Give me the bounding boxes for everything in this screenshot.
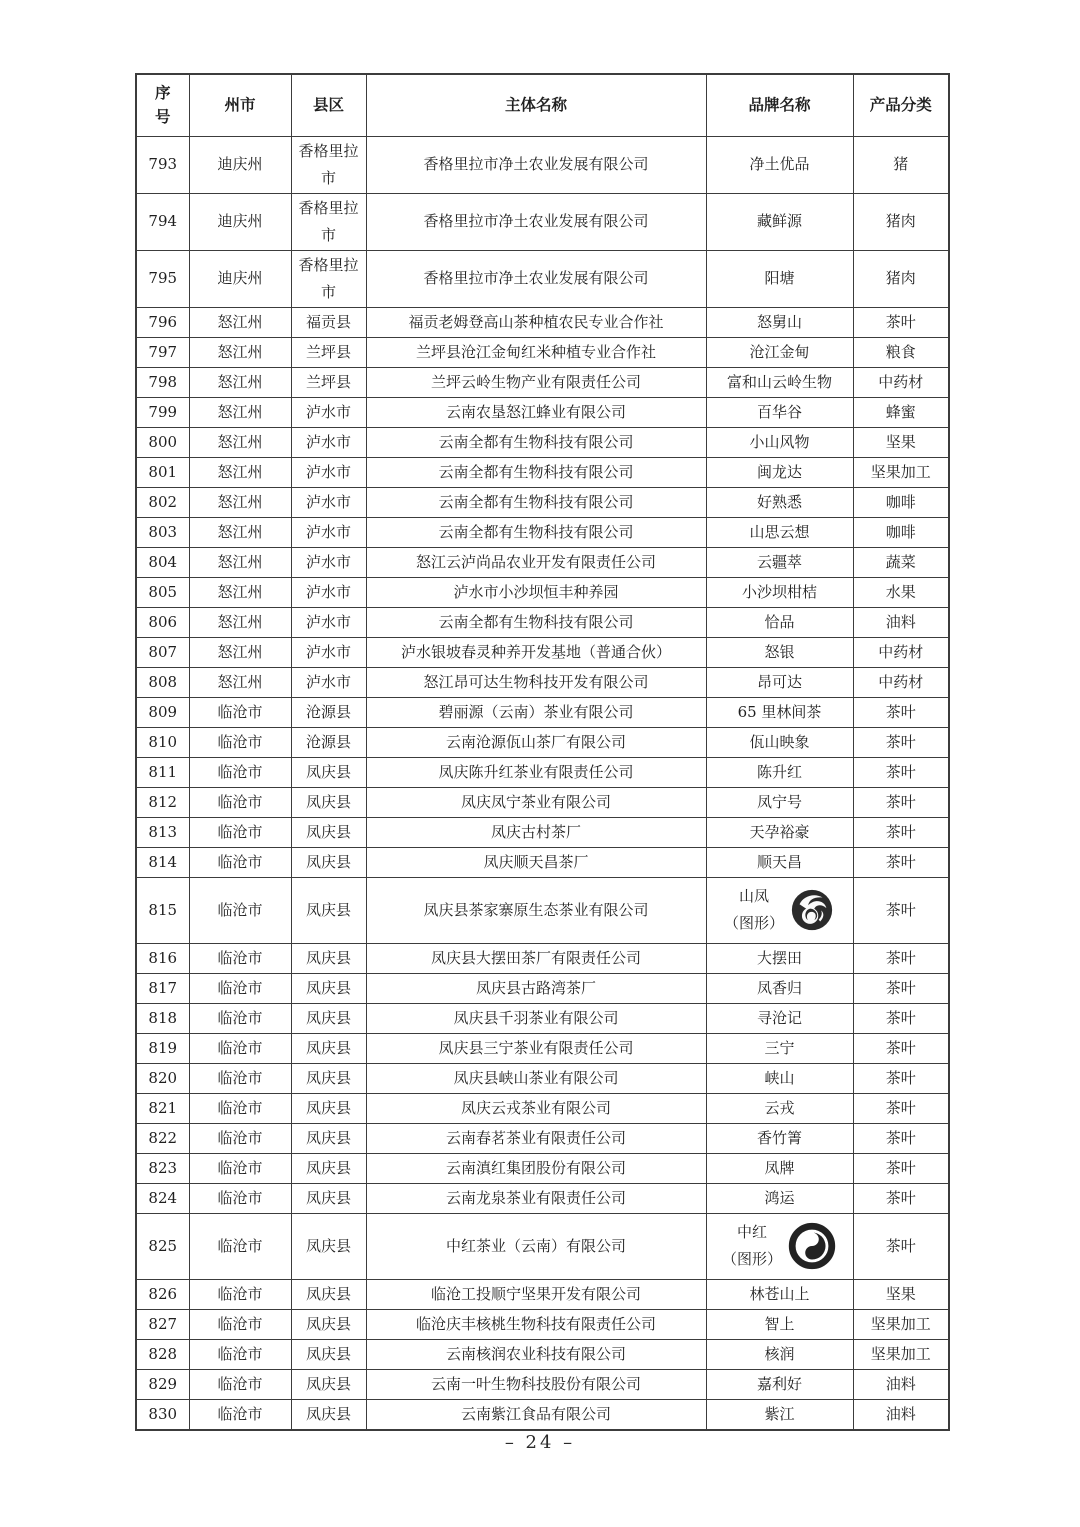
- row-serial: 806: [136, 607, 189, 637]
- row-county: 凤庆县: [291, 1003, 366, 1033]
- row-brand: 闽龙达: [706, 457, 853, 487]
- row-brand: [706, 1213, 853, 1279]
- row-county: 沧源县: [291, 727, 366, 757]
- row-brand: 小山风物: [706, 427, 853, 457]
- row-category: 中药材: [853, 637, 949, 667]
- row-city: 临沧市: [189, 1369, 291, 1399]
- table-row: [136, 973, 949, 1003]
- row-city: 临沧市: [189, 1033, 291, 1063]
- row-entity: 凤庆县大摆田茶厂有限责任公司: [366, 943, 706, 973]
- row-county: 泸水市: [291, 667, 366, 697]
- row-entity: 云南核润农业科技有限公司: [366, 1339, 706, 1369]
- row-category: 茶叶: [853, 757, 949, 787]
- row-brand: 紫江: [706, 1399, 853, 1430]
- row-category: 茶叶: [853, 787, 949, 817]
- row-county: 凤庆县: [291, 1063, 366, 1093]
- row-entity: 泸水市小沙坝恒丰种养园: [366, 577, 706, 607]
- row-category: 坚果加工: [853, 457, 949, 487]
- row-category: 茶叶: [853, 1153, 949, 1183]
- col-header-serial: [136, 74, 189, 136]
- table-row: [136, 457, 949, 487]
- table-row: [136, 427, 949, 457]
- row-county: 凤庆县: [291, 1309, 366, 1339]
- row-category: 猪: [853, 136, 949, 193]
- row-serial: 824: [136, 1183, 189, 1213]
- row-city: 临沧市: [189, 1093, 291, 1123]
- row-serial: 800: [136, 427, 189, 457]
- row-brand: 65 里林间茶: [706, 697, 853, 727]
- row-entity: 凤庆县千羽茶业有限公司: [366, 1003, 706, 1033]
- row-county: 凤庆县: [291, 1279, 366, 1309]
- row-entity: 云南全都有生物科技有限公司: [366, 457, 706, 487]
- row-county: 凤庆县: [291, 1183, 366, 1213]
- row-county: 兰坪县: [291, 337, 366, 367]
- row-brand: 大摆田: [706, 943, 853, 973]
- table-row: [136, 193, 949, 250]
- row-serial: 830: [136, 1399, 189, 1430]
- row-brand: 天孕裕豪: [706, 817, 853, 847]
- row-entity: 泸水银坡春灵种养开发基地（普通合伙）: [366, 637, 706, 667]
- table-row: [136, 1309, 949, 1339]
- table-row: [136, 1369, 949, 1399]
- row-category: 茶叶: [853, 727, 949, 757]
- row-county: 泸水市: [291, 637, 366, 667]
- row-serial: 796: [136, 307, 189, 337]
- col-header-brand: 品牌名称: [706, 74, 853, 136]
- row-city: 怒江州: [189, 637, 291, 667]
- row-entity: 凤庆陈升红茶业有限责任公司: [366, 757, 706, 787]
- row-category: 油料: [853, 607, 949, 637]
- row-county: 兰坪县: [291, 367, 366, 397]
- table-row: [136, 1093, 949, 1123]
- row-brand: 峡山: [706, 1063, 853, 1093]
- row-brand: 凤牌: [706, 1153, 853, 1183]
- row-brand: 嘉利好: [706, 1369, 853, 1399]
- row-county: 凤庆县: [291, 847, 366, 877]
- col-header-county: 县区: [291, 74, 366, 136]
- row-category: 茶叶: [853, 847, 949, 877]
- row-entity: 凤庆凤宁茶业有限公司: [366, 787, 706, 817]
- row-city: 临沧市: [189, 1123, 291, 1153]
- brand-with-logo: [710, 1219, 850, 1273]
- phoenix-seal-icon: [789, 887, 835, 933]
- row-entity: 碧丽源（云南）茶业有限公司: [366, 697, 706, 727]
- table-row: [136, 337, 949, 367]
- row-brand: 凤香归: [706, 973, 853, 1003]
- row-brand: 藏鲜源: [706, 193, 853, 250]
- row-category: 茶叶: [853, 1093, 949, 1123]
- row-city: 怒江州: [189, 397, 291, 427]
- row-category: 茶叶: [853, 943, 949, 973]
- row-brand: 鸿运: [706, 1183, 853, 1213]
- table-row: [136, 787, 949, 817]
- row-city: 临沧市: [189, 973, 291, 1003]
- row-county: 泸水市: [291, 457, 366, 487]
- row-brand: 智上: [706, 1309, 853, 1339]
- row-city: 迪庆州: [189, 136, 291, 193]
- brand-text-line: （图形）: [723, 914, 784, 932]
- row-serial: 805: [136, 577, 189, 607]
- row-serial: 814: [136, 847, 189, 877]
- table-row: [136, 577, 949, 607]
- row-entity: 凤庆云戎茶业有限公司: [366, 1093, 706, 1123]
- table-row: [136, 136, 949, 193]
- row-county: 凤庆县: [291, 1093, 366, 1123]
- table-row: [136, 877, 949, 943]
- row-entity: 凤庆顺天昌茶厂: [366, 847, 706, 877]
- row-county: 凤庆县: [291, 1123, 366, 1153]
- row-county: 凤庆县: [291, 1399, 366, 1430]
- row-brand: [706, 877, 853, 943]
- table-row: [136, 757, 949, 787]
- row-category: 中药材: [853, 667, 949, 697]
- row-category: 茶叶: [853, 1183, 949, 1213]
- row-city: 临沧市: [189, 817, 291, 847]
- row-category: 蜂蜜: [853, 397, 949, 427]
- row-category: 坚果加工: [853, 1309, 949, 1339]
- row-category: 茶叶: [853, 1003, 949, 1033]
- row-serial: 809: [136, 697, 189, 727]
- row-brand: 云戎: [706, 1093, 853, 1123]
- row-entity: 怒江昂可达生物科技开发有限公司: [366, 667, 706, 697]
- row-serial: 793: [136, 136, 189, 193]
- row-brand: 恰品: [706, 607, 853, 637]
- row-county: 香格里拉市: [291, 193, 366, 250]
- col-header-serial-label: 序号: [154, 83, 171, 127]
- row-city: 怒江州: [189, 547, 291, 577]
- row-serial: 798: [136, 367, 189, 397]
- table-row: [136, 547, 949, 577]
- row-serial: 815: [136, 877, 189, 943]
- row-county: 凤庆县: [291, 943, 366, 973]
- row-brand: 小沙坝柑桔: [706, 577, 853, 607]
- row-county: 香格里拉市: [291, 136, 366, 193]
- row-city: 临沧市: [189, 1183, 291, 1213]
- row-county: 泸水市: [291, 487, 366, 517]
- row-serial: 819: [136, 1033, 189, 1063]
- row-category: 茶叶: [853, 697, 949, 727]
- row-brand: 怒舅山: [706, 307, 853, 337]
- row-entity: 香格里拉市净土农业发展有限公司: [366, 136, 706, 193]
- row-serial: 821: [136, 1093, 189, 1123]
- row-county: 泸水市: [291, 397, 366, 427]
- row-brand: 净土优品: [706, 136, 853, 193]
- row-serial: 825: [136, 1213, 189, 1279]
- brand-table-container: [135, 73, 948, 1431]
- row-city: 临沧市: [189, 1153, 291, 1183]
- col-header-city: 州市: [189, 74, 291, 136]
- row-entity: 香格里拉市净土农业发展有限公司: [366, 250, 706, 307]
- row-county: 福贡县: [291, 307, 366, 337]
- row-serial: 818: [136, 1003, 189, 1033]
- leaf-seal-icon: [787, 1221, 837, 1271]
- table-row: [136, 637, 949, 667]
- row-brand: 佤山映象: [706, 727, 853, 757]
- brand-with-logo: [710, 883, 850, 937]
- row-category: 坚果加工: [853, 1339, 949, 1369]
- row-city: 临沧市: [189, 1339, 291, 1369]
- row-city: 迪庆州: [189, 193, 291, 250]
- row-category: 茶叶: [853, 1063, 949, 1093]
- row-entity: 凤庆县古路湾茶厂: [366, 973, 706, 1003]
- row-entity: 凤庆县茶家寨原生态茶业有限公司: [366, 877, 706, 943]
- row-category: 猪肉: [853, 250, 949, 307]
- row-entity: 香格里拉市净土农业发展有限公司: [366, 193, 706, 250]
- row-serial: 828: [136, 1339, 189, 1369]
- row-serial: 812: [136, 787, 189, 817]
- row-category: 坚果: [853, 1279, 949, 1309]
- row-category: 蔬菜: [853, 547, 949, 577]
- row-city: 临沧市: [189, 1213, 291, 1279]
- table-row: [136, 307, 949, 337]
- row-category: 茶叶: [853, 307, 949, 337]
- table-row: [136, 250, 949, 307]
- row-category: 茶叶: [853, 1213, 949, 1279]
- row-city: 临沧市: [189, 1279, 291, 1309]
- row-entity: 凤庆县峡山茶业有限公司: [366, 1063, 706, 1093]
- row-city: 怒江州: [189, 427, 291, 457]
- table-row: [136, 1399, 949, 1430]
- row-city: 临沧市: [189, 727, 291, 757]
- row-category: 茶叶: [853, 973, 949, 1003]
- row-entity: 凤庆县三宁茶业有限责任公司: [366, 1033, 706, 1063]
- table-row: [136, 1339, 949, 1369]
- row-entity: 云南全都有生物科技有限公司: [366, 487, 706, 517]
- row-entity: 云南全都有生物科技有限公司: [366, 607, 706, 637]
- table-row: [136, 607, 949, 637]
- row-category: 茶叶: [853, 817, 949, 847]
- row-entity: 云南滇红集团股份有限公司: [366, 1153, 706, 1183]
- row-entity: 云南全都有生物科技有限公司: [366, 427, 706, 457]
- row-city: 临沧市: [189, 757, 291, 787]
- row-serial: 813: [136, 817, 189, 847]
- row-county: 凤庆县: [291, 1369, 366, 1399]
- table-row: [136, 943, 949, 973]
- row-city: 迪庆州: [189, 250, 291, 307]
- row-county: 凤庆县: [291, 877, 366, 943]
- row-serial: 820: [136, 1063, 189, 1093]
- brand-table: [135, 73, 950, 1431]
- table-row: [136, 1033, 949, 1063]
- row-category: 油料: [853, 1369, 949, 1399]
- row-city: 临沧市: [189, 943, 291, 973]
- row-category: 坚果: [853, 427, 949, 457]
- table-row: [136, 397, 949, 427]
- row-serial: 802: [136, 487, 189, 517]
- table-row: [136, 817, 949, 847]
- table-row: [136, 847, 949, 877]
- row-city: 怒江州: [189, 517, 291, 547]
- row-entity: 云南农垦怒江蜂业有限公司: [366, 397, 706, 427]
- row-category: 中药材: [853, 367, 949, 397]
- row-category: 咖啡: [853, 517, 949, 547]
- brand-text-line: 中红: [736, 1223, 767, 1241]
- row-serial: 811: [136, 757, 189, 787]
- row-serial: 826: [136, 1279, 189, 1309]
- row-brand: 百华谷: [706, 397, 853, 427]
- row-category: 水果: [853, 577, 949, 607]
- row-county: 泸水市: [291, 427, 366, 457]
- row-serial: 823: [136, 1153, 189, 1183]
- row-brand: 顺天昌: [706, 847, 853, 877]
- row-serial: 822: [136, 1123, 189, 1153]
- row-city: 临沧市: [189, 787, 291, 817]
- row-city: 临沧市: [189, 1063, 291, 1093]
- row-county: 泸水市: [291, 547, 366, 577]
- row-brand: 昂可达: [706, 667, 853, 697]
- row-category: 猪肉: [853, 193, 949, 250]
- brand-text: [722, 1219, 782, 1273]
- page-number: – 24 –: [504, 1432, 576, 1453]
- row-city: 临沧市: [189, 697, 291, 727]
- row-serial: 804: [136, 547, 189, 577]
- row-serial: 803: [136, 517, 189, 547]
- row-city: 临沧市: [189, 1399, 291, 1430]
- row-category: 茶叶: [853, 877, 949, 943]
- row-entity: 云南一叶生物科技股份有限公司: [366, 1369, 706, 1399]
- brand-text-line: （图形）: [721, 1250, 782, 1268]
- row-entity: 临沧庆丰核桃生物科技有限责任公司: [366, 1309, 706, 1339]
- row-brand: 寻沧记: [706, 1003, 853, 1033]
- row-city: 怒江州: [189, 367, 291, 397]
- row-city: 怒江州: [189, 487, 291, 517]
- row-serial: 810: [136, 727, 189, 757]
- row-entity: 兰坪云岭生物产业有限责任公司: [366, 367, 706, 397]
- row-entity: 云南紫江食品有限公司: [366, 1399, 706, 1430]
- row-serial: 827: [136, 1309, 189, 1339]
- row-serial: 816: [136, 943, 189, 973]
- table-row: [136, 487, 949, 517]
- row-entity: 凤庆古村茶厂: [366, 817, 706, 847]
- row-category: 油料: [853, 1399, 949, 1430]
- table-row: [136, 1123, 949, 1153]
- row-county: 泸水市: [291, 607, 366, 637]
- row-brand: 核润: [706, 1339, 853, 1369]
- row-entity: 云南春茗茶业有限责任公司: [366, 1123, 706, 1153]
- row-brand: 凤宁号: [706, 787, 853, 817]
- row-category: 茶叶: [853, 1123, 949, 1153]
- row-county: 凤庆县: [291, 787, 366, 817]
- row-county: 凤庆县: [291, 1213, 366, 1279]
- table-row: [136, 697, 949, 727]
- row-county: 凤庆县: [291, 757, 366, 787]
- brand-text: [724, 883, 784, 937]
- row-category: 咖啡: [853, 487, 949, 517]
- row-city: 怒江州: [189, 457, 291, 487]
- table-row: [136, 1153, 949, 1183]
- row-brand: 林苍山上: [706, 1279, 853, 1309]
- col-header-entity: 主体名称: [366, 74, 706, 136]
- table-row: [136, 667, 949, 697]
- table-header-row: [136, 74, 949, 136]
- row-city: 临沧市: [189, 1003, 291, 1033]
- row-county: 凤庆县: [291, 1339, 366, 1369]
- row-city: 临沧市: [189, 847, 291, 877]
- table-row: [136, 1183, 949, 1213]
- row-serial: 794: [136, 193, 189, 250]
- row-category: 茶叶: [853, 1033, 949, 1063]
- row-entity: 云南沧源佤山茶厂有限公司: [366, 727, 706, 757]
- row-brand: 山思云想: [706, 517, 853, 547]
- row-county: 沧源县: [291, 697, 366, 727]
- table-row: [136, 1213, 949, 1279]
- row-entity: 中红茶业（云南）有限公司: [366, 1213, 706, 1279]
- row-serial: 829: [136, 1369, 189, 1399]
- row-city: 临沧市: [189, 877, 291, 943]
- row-brand: 云疆萃: [706, 547, 853, 577]
- row-serial: 801: [136, 457, 189, 487]
- row-serial: 807: [136, 637, 189, 667]
- row-city: 怒江州: [189, 667, 291, 697]
- row-brand: 好熟悉: [706, 487, 853, 517]
- row-entity: 云南全都有生物科技有限公司: [366, 517, 706, 547]
- row-brand: 陈升红: [706, 757, 853, 787]
- row-entity: 福贡老姆登高山茶种植农民专业合作社: [366, 307, 706, 337]
- row-entity: 云南龙泉茶业有限责任公司: [366, 1183, 706, 1213]
- row-county: 凤庆县: [291, 973, 366, 1003]
- row-county: 香格里拉市: [291, 250, 366, 307]
- row-city: 怒江州: [189, 577, 291, 607]
- row-city: 怒江州: [189, 607, 291, 637]
- row-city: 怒江州: [189, 337, 291, 367]
- table-row: [136, 1063, 949, 1093]
- row-brand: 怒银: [706, 637, 853, 667]
- col-header-category: 产品分类: [853, 74, 949, 136]
- table-row: [136, 1279, 949, 1309]
- table-body: [136, 136, 949, 1430]
- row-brand: 香竹箐: [706, 1123, 853, 1153]
- row-entity: 怒江云泸尚品农业开发有限责任公司: [366, 547, 706, 577]
- table-row: [136, 1003, 949, 1033]
- row-city: 临沧市: [189, 1309, 291, 1339]
- row-entity: 兰坪县沧江金甸红米种植专业合作社: [366, 337, 706, 367]
- row-brand: 阳塘: [706, 250, 853, 307]
- table-row: [136, 517, 949, 547]
- row-city: 怒江州: [189, 307, 291, 337]
- row-county: 泸水市: [291, 517, 366, 547]
- brand-text-line: 山凤: [738, 887, 769, 905]
- row-category: 粮食: [853, 337, 949, 367]
- row-brand: 富和山云岭生物: [706, 367, 853, 397]
- row-county: 泸水市: [291, 577, 366, 607]
- row-entity: 临沧工投顺宁坚果开发有限公司: [366, 1279, 706, 1309]
- row-county: 凤庆县: [291, 1033, 366, 1063]
- row-brand: 沧江金甸: [706, 337, 853, 367]
- row-brand: 三宁: [706, 1033, 853, 1063]
- row-serial: 817: [136, 973, 189, 1003]
- table-row: [136, 727, 949, 757]
- row-serial: 795: [136, 250, 189, 307]
- row-serial: 799: [136, 397, 189, 427]
- row-serial: 808: [136, 667, 189, 697]
- row-county: 凤庆县: [291, 1153, 366, 1183]
- row-county: 凤庆县: [291, 817, 366, 847]
- row-serial: 797: [136, 337, 189, 367]
- table-row: [136, 367, 949, 397]
